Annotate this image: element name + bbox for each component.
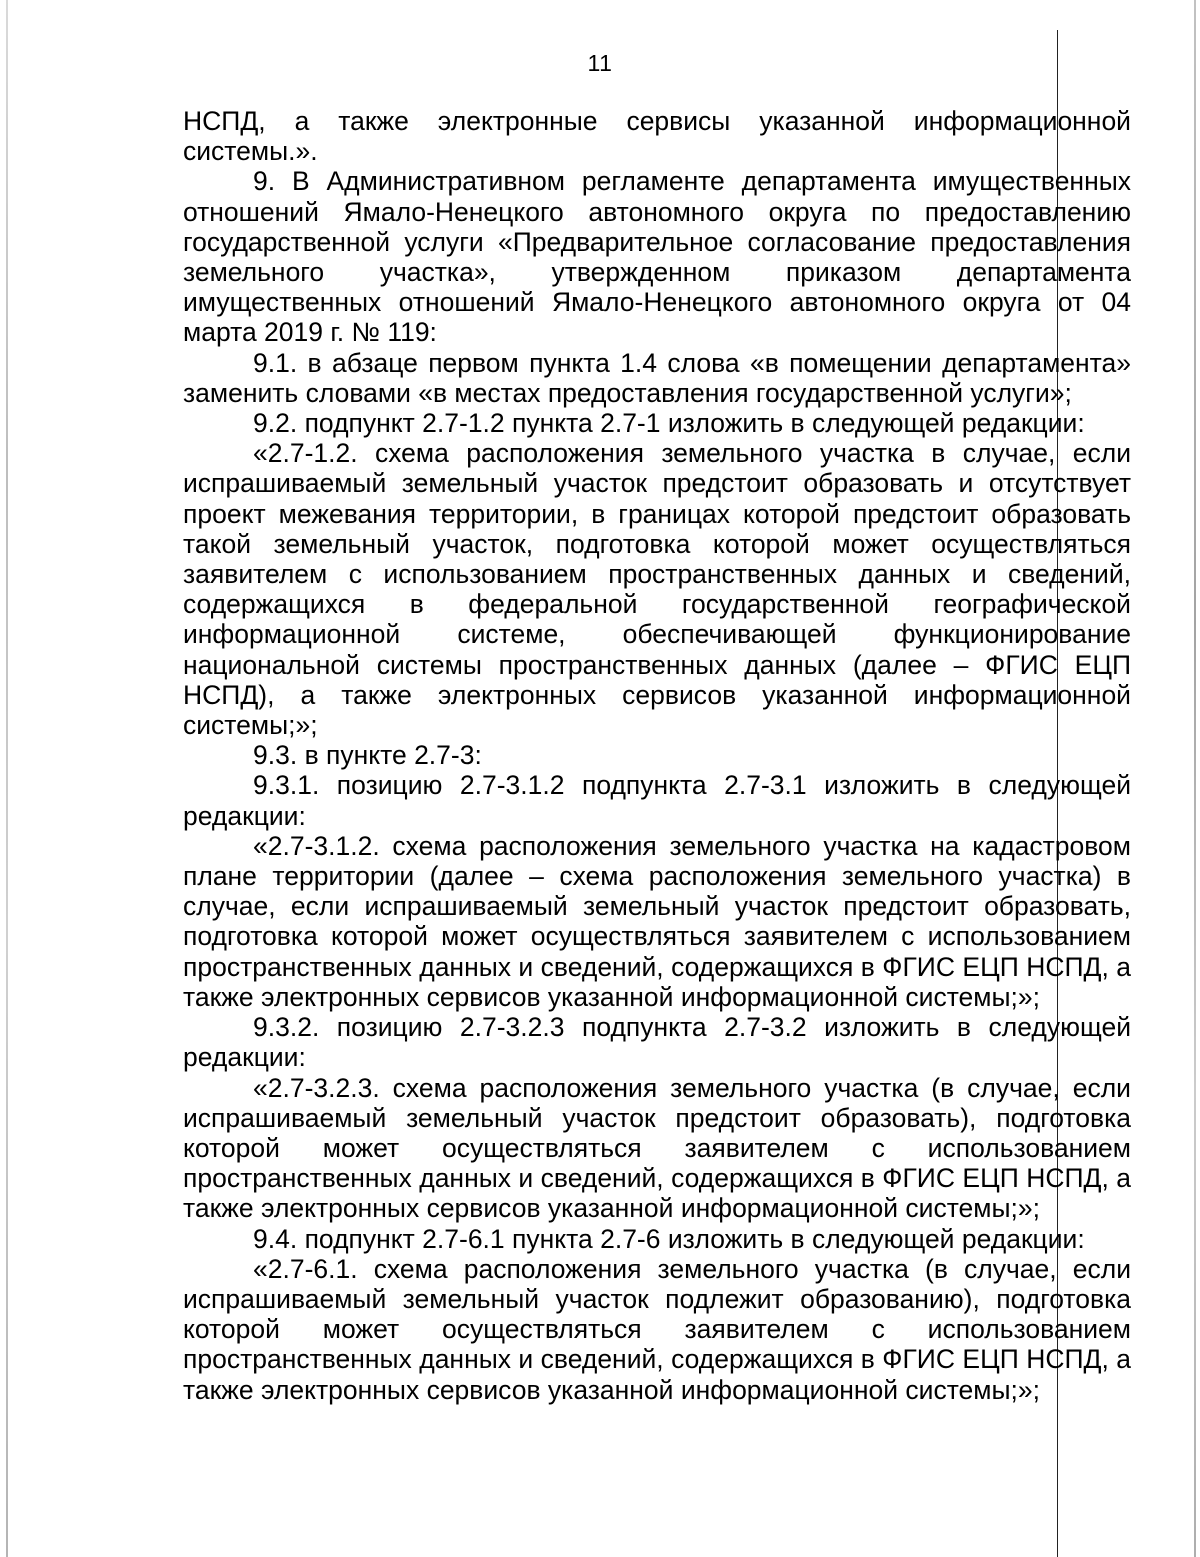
paragraph: 9. В Административном регламенте департамента имущественных отношений Ямало-Ненецкого автономного округа по предоставлению государственной услуги «Предварительное согласование предоставления земельного участка», утвержденном приказом департамента имущественных отношений Ямало-Ненецкого автономного округа от 04 марта 2019 г. № 119:: [183, 166, 1131, 348]
page-number: 11: [587, 50, 613, 76]
scan-edge-left: [6, 0, 8, 1557]
paragraph: «2.7-3.2.3. схема расположения земельного участка (в случае, если испрашиваемый земельный участок предстоит образовать), подготовка которой может осуществляться заявителем с использованием пространственных данных и сведений, содержащихся в ФГИС ЕЦП НСПД, а также электронных сервисов указанной информационной системы;»;: [183, 1072, 1131, 1224]
paragraph: 9.3.1. позицию 2.7-3.1.2 подпункта 2.7-3.1 изложить в следующей редакции:: [183, 770, 1131, 831]
document-body: [183, 106, 1131, 1405]
paragraph: 9.2. подпункт 2.7-1.2 пункта 2.7-1 изложить в следующей редакции:: [253, 408, 1085, 439]
paragraph: 9.3. в пункте 2.7-3:: [253, 740, 482, 771]
paragraph: 9.4. подпункт 2.7-6.1 пункта 2.7-6 изложить в следующей редакции:: [253, 1223, 1085, 1254]
paragraph: НСПД, а также электронные сервисы указанной информационной системы.».: [183, 106, 1131, 167]
paragraph: «2.7-6.1. схема расположения земельного участка (в случае, если испрашиваемый земельный участок подлежит образованию), подготовка которой может осуществляться заявителем с использованием пространственных данных и сведений, содержащихся в ФГИС ЕЦП НСПД, а также электронных сервисов указанной информационной системы;»;: [183, 1253, 1131, 1405]
paragraph: 9.3.2. позицию 2.7-3.2.3 подпункта 2.7-3.2 изложить в следующей редакции:: [183, 1012, 1131, 1073]
paragraph: «2.7-3.1.2. схема расположения земельного участка на кадастровом плане территории (далее – схема расположения земельного участка) в случае, если испрашиваемый земельный участок предстоит образовать, подготовка которой может осуществляться заявителем с использованием пространственных данных и сведений, содержащихся в ФГИС ЕЦП НСПД, а также электронных сервисов указанной информационной системы;»;: [183, 830, 1131, 1012]
paragraph: «2.7-1.2. схема расположения земельного участка в случае, если испрашиваемый земельный участок предстоит образовать и отсутствует проект межевания территории, в границах которой предстоит образовать такой земельный участок, подготовка которой может осуществляться заявителем с использованием пространственных данных и сведений, содержащихся в федеральной государственной географической информационной системе, обеспечивающей функционирование национальной системы пространственных данных (далее – ФГИС ЕЦП НСПД), а также электронных сервисов указанной информационной системы;»;: [183, 438, 1131, 741]
scan-edge-right: [1194, 0, 1196, 1557]
paragraph: 9.1. в абзаце первом пункта 1.4 слова «в помещении департамента» заменить словами «в местах предоставления государственной услуги»;: [183, 347, 1131, 408]
